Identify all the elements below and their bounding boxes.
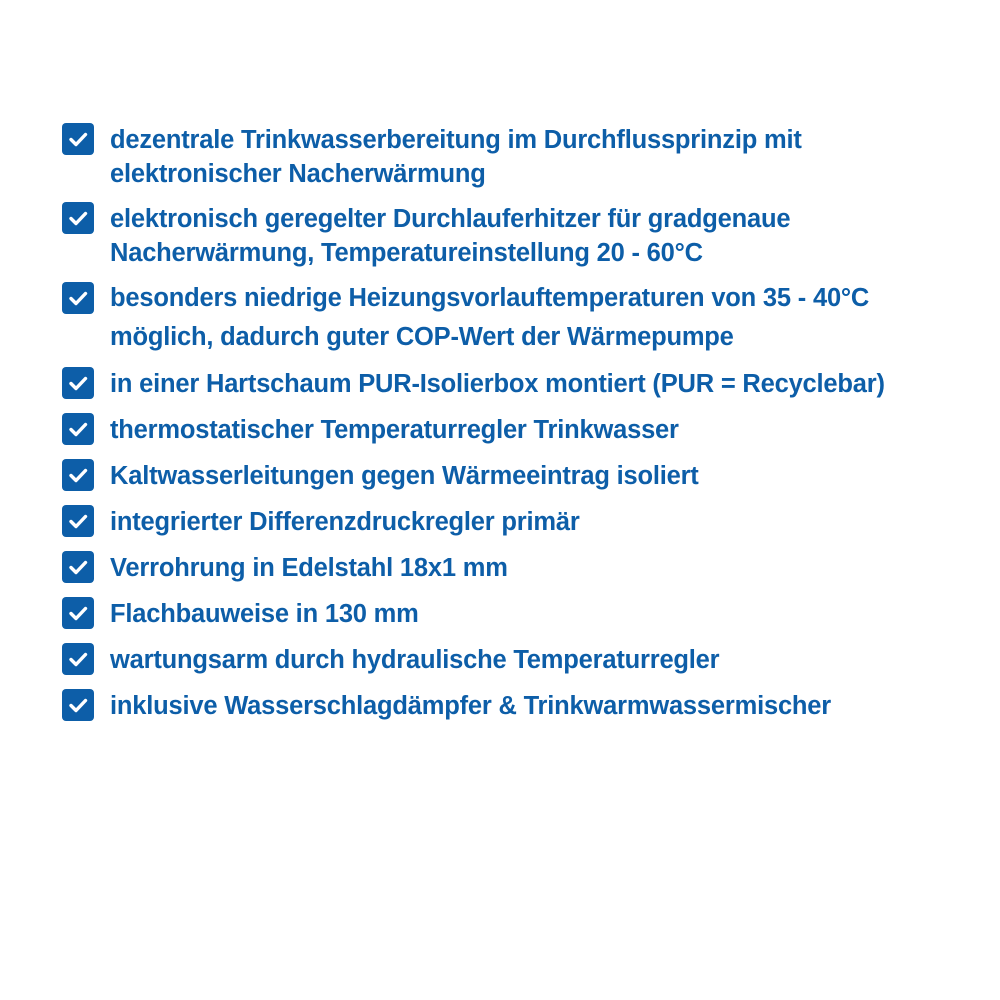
feature-text: in einer Hartschaum PUR-Isolierbox montiert (PUR = Recyclebar) xyxy=(110,370,885,398)
feature-text: Verrohrung in Edelstahl 18x1 mm xyxy=(110,554,508,582)
checkbox-checked-icon xyxy=(62,123,94,155)
checkbox-checked-icon xyxy=(62,643,94,675)
feature-text: Kaltwasserleitungen gegen Wärmeeintrag isoliert xyxy=(110,462,699,490)
checkbox-checked-icon xyxy=(62,689,94,721)
checkbox-checked-icon xyxy=(62,551,94,583)
feature-text: elektronisch geregelter Durchlauferhitzer für gradgenaue Nacherwärmung, Temperatureinstellung 20 - 60°C xyxy=(110,205,791,267)
feature-text: Flachbauweise in 130 mm xyxy=(110,600,419,628)
checkbox-checked-icon xyxy=(62,367,94,399)
feature-text: thermostatischer Temperaturregler Trinkwasser xyxy=(110,416,679,444)
feature-text: dezentrale Trinkwasserbereitung im Durchflussprinzip mit elektronischer Nacherwärmung xyxy=(110,126,802,188)
feature-text: wartungsarm durch hydraulische Temperaturregler xyxy=(110,646,720,674)
feature-text: integrierter Differenzdruckregler primär xyxy=(110,508,580,536)
checkbox-checked-icon xyxy=(62,597,94,629)
checkbox-checked-icon xyxy=(62,505,94,537)
feature-text: inklusive Wasserschlagdämpfer & Trinkwarmwassermischer xyxy=(110,692,832,720)
checkbox-checked-icon xyxy=(62,459,94,491)
feature-text: besonders niedrige Heizungsvorlauftemperaturen von 35 - 40°C möglich, dadurch guter COP-Wert der Wärmepumpe xyxy=(110,284,870,351)
checkbox-checked-icon xyxy=(62,202,94,234)
checkbox-checked-icon xyxy=(62,413,94,445)
checkbox-checked-icon xyxy=(62,282,94,314)
